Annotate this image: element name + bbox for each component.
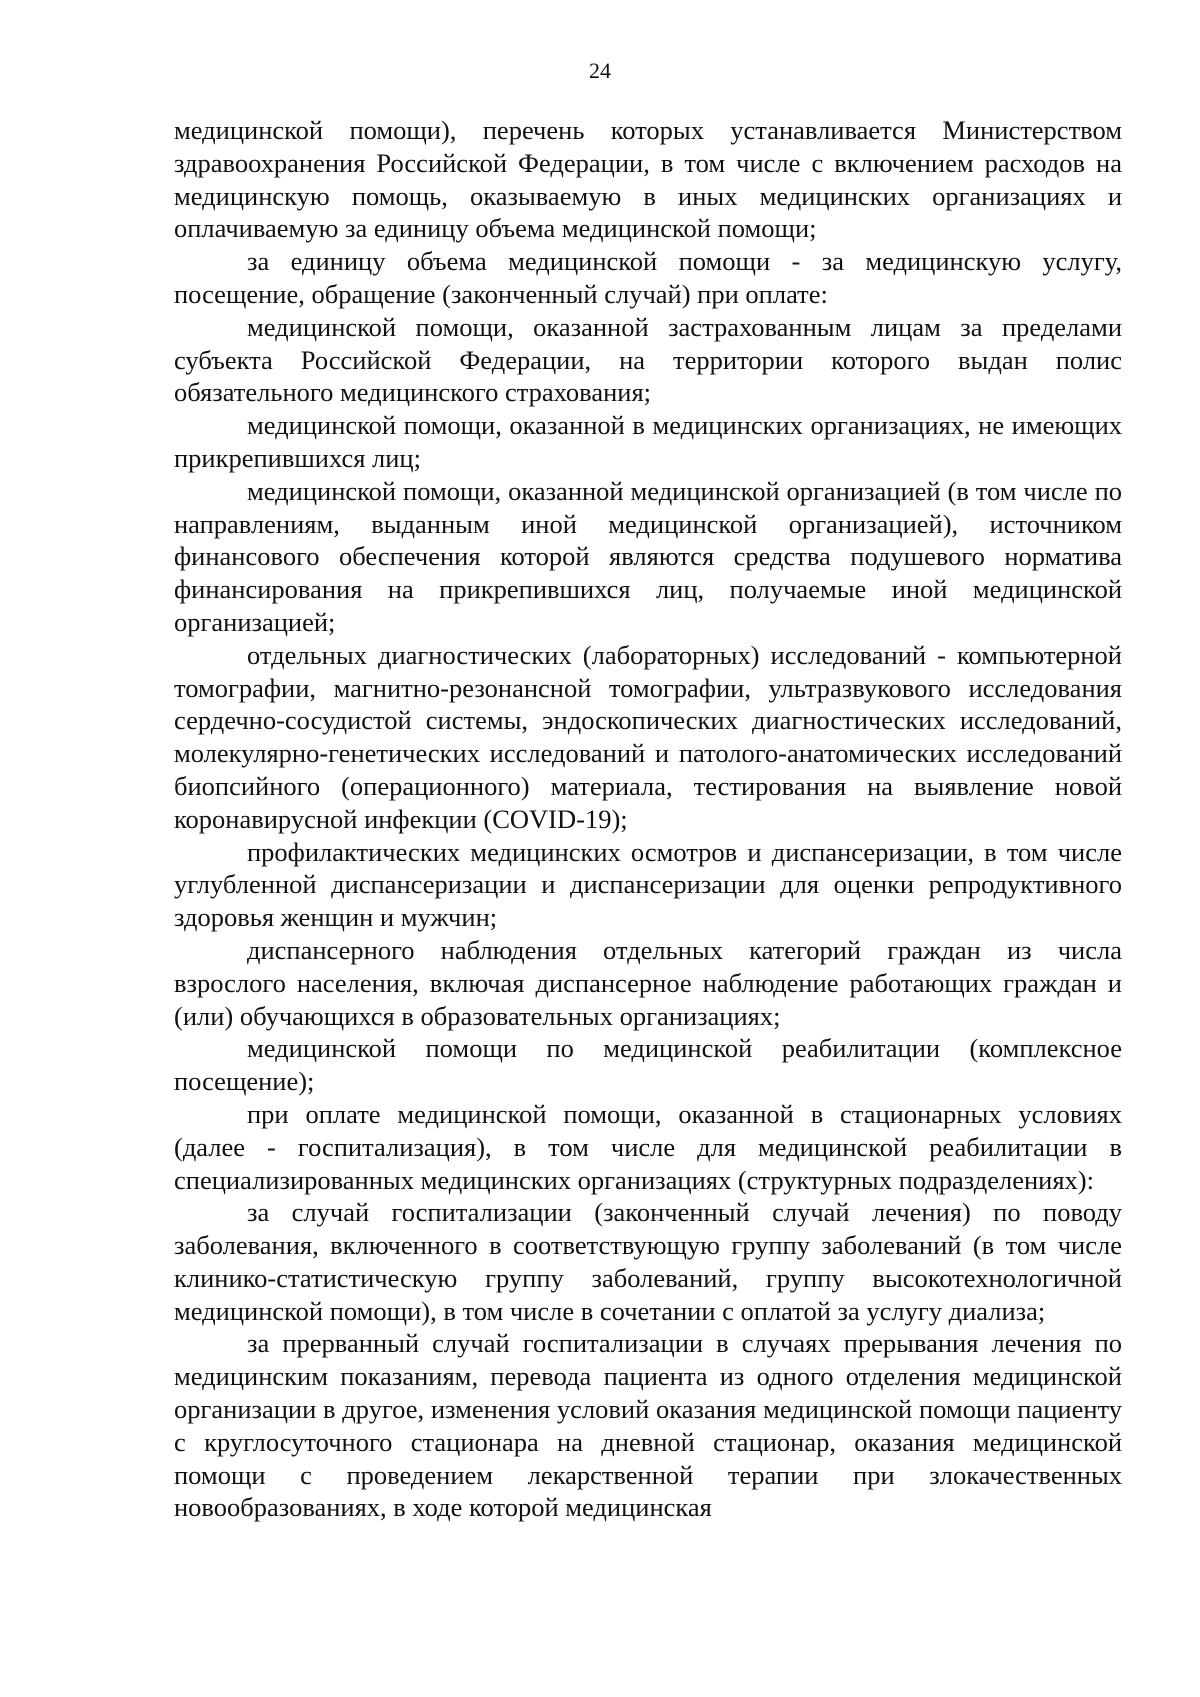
paragraph: медицинской помощи), перечень которых устанавливается Министерством здравоохранения Российской Федерации, в том числе с включением расходов на медицинскую помощь, оказываемую в иных медицинских организациях и оплачиваемую за единицу объема медицинской помощи; — [174, 115, 1122, 244]
paragraph: медицинской помощи, оказанной застрахованным лицам за пределами субъекта Российской Федерации, на территории которого выдан полис обязательного медицинского страхования; — [174, 311, 1122, 408]
paragraph: за случай госпитализации (законченный случай лечения) по поводу заболевания, включенного в соответствующую группу заболеваний (в том числе клинико-статистическую группу заболеваний, группу высокотехнологичной медицинской помощи), в том числе в сочетании с оплатой за услугу диализа; — [174, 1197, 1122, 1326]
paragraph: при оплате медицинской помощи, оказанной в стационарных условиях (далее - госпитализация), в том числе для медицинской реабилитации в специализированных медицинских организациях (структурных подразделениях): — [174, 1098, 1122, 1195]
paragraph: диспансерного наблюдения отдельных категорий граждан из числа взрослого населения, включая диспансерное наблюдение работающих граждан и (или) обучающихся в образовательных организациях; — [174, 934, 1122, 1031]
paragraph: медицинской помощи, оказанной медицинской организацией (в том числе по направлениям, выданным иной медицинской организацией), источником финансового обеспечения которой являются средства подушевого норматива финансирования на прикрепившихся лиц, получаемые иной медицинской организацией; — [174, 475, 1122, 637]
paragraph: профилактических медицинских осмотров и диспансеризации, в том числе углубленной диспансеризации и диспансеризации для оценки репродуктивного здоровья женщин и мужчин; — [174, 836, 1122, 933]
page-number: 24 — [589, 58, 611, 83]
paragraph: медицинской помощи по медицинской реабилитации (комплексное посещение); — [174, 1033, 1122, 1097]
paragraph: за единицу объема медицинской помощи - за медицинскую услугу, посещение, обращение (законченный случай) при оплате: — [174, 246, 1122, 309]
paragraph: медицинской помощи, оказанной в медицинских организациях, не имеющих прикрепившихся лиц; — [174, 410, 1122, 473]
paragraph: отдельных диагностических (лабораторных) исследований - компьютерной томографии, магнитно-резонансной томографии, ультразвукового исследования сердечно-сосудистой системы, эндоскопических диагностических исследований, молекулярно-генетических исследований и патолого-анатомических исследований биопсийного (операционного) материала, тестирования на выявление новой коронавирусной инфекции (COVID-19); — [174, 639, 1122, 834]
document-body — [174, 114, 1122, 1524]
paragraph: за прерванный случай госпитализации в случаях прерывания лечения по медицинским показаниям, перевода пациента из одного отделения медицинской организации в другое, изменения условий оказания медицинской помощи пациенту с круглосуточного стационара на дневной стационар, оказания медицинской помощи с проведением лекарственной терапии при злокачественных новообразованиях, в ходе которой медицинская — [174, 1328, 1122, 1523]
